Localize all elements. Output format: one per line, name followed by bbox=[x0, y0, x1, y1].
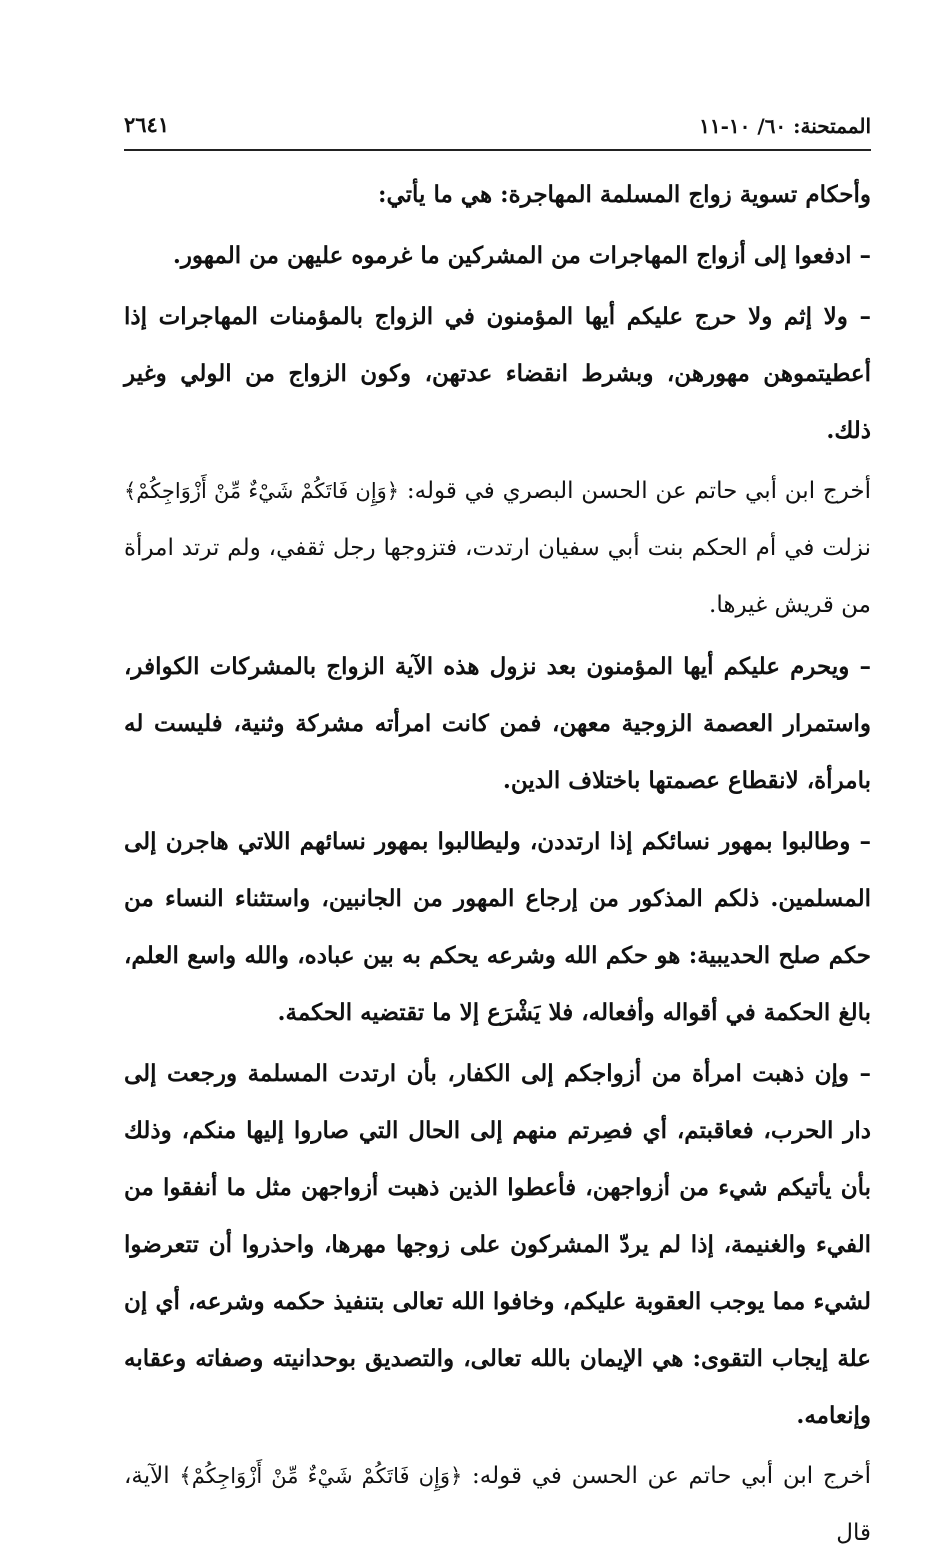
header-rule bbox=[124, 149, 871, 151]
body-text bbox=[124, 166, 871, 1566]
paragraph-text: نزلت في أم الحكم بنت أبي سفيان ارتدت، فتزوجها رجل ثقفي، ولم ترتد امرأة من قريش غيرها. bbox=[124, 535, 871, 618]
paragraph-text: – ويحرم عليكم أيها المؤمنون بعد نزول هذه الآية الزواج بالمشركات الكوافر، واستمرار العصمة الزوجية معهن، فمن كانت امرأته مشركة وثنية، فليست له بامرأة، لانقطاع عصمتها باختلاف الدين. bbox=[124, 653, 871, 794]
paragraph-text: أخرج ابن أبي حاتم عن الحسن البصري في قوله: bbox=[399, 478, 872, 504]
paragraph-ruling-2 bbox=[124, 288, 871, 459]
paragraph-text: أخرج ابن أبي حاتم عن الحسن في قوله: bbox=[462, 1463, 871, 1489]
paragraph-ruling-5 bbox=[124, 1045, 871, 1444]
paragraph-text: – وطالبوا بمهور نسائكم إذا ارتددن، وليطالبوا بمهور نسائهم اللاتي هاجرن إلى المسلمين. ذلكم المذكور من إرجاع المهور من الجانبين، واستثناء النساء من حكم صلح الحديبية: هو حكم الله وشرعه يحكم به بين عباده، والله واسع العلم، بالغ الحكمة في أقواله وأفعاله، فلا يَشْرَع إلا ما تقتضيه الحكمة. bbox=[124, 828, 871, 1026]
paragraph-text: الآية، قال bbox=[124, 1463, 871, 1546]
paragraph-text: – وإن ذهبت امرأة من أزواجكم إلى الكفار، بأن ارتدت المسلمة ورجعت إلى دار الحرب، فعاقبتم، أي فصِرتم منهم إلى الحال التي صاروا إليها منكم، وذلك بأن يأتيكم شيء من أزواجهن، فأعطوا الذين ذهبت أزواجهن مثل ما أنفقوا من الفيء والغنيمة، إذا لم يردّ المشركون على زوجها مهرها، واحذروا أن تتعرضوا لشيء مما يوجب العقوبة عليكم، وخافوا الله تعالى بتنفيذ حكمه وشرعه، أي إن علة إيجاب التقوى: هي الإيمان بالله تعالى، والتصديق بوحدانيته وصفاته وعقابه وإنعامه. bbox=[124, 1060, 871, 1429]
paragraph-ruling-3 bbox=[124, 638, 871, 809]
page-header bbox=[124, 106, 871, 146]
quran-quote: ﴿وَإِن فَاتَكُمْ شَيْءٌ مِّنْ أَزْوَاجِكُمْ﴾ bbox=[179, 1464, 463, 1488]
paragraph-ruling-4 bbox=[124, 813, 871, 1041]
paragraph-text: – ولا إثم ولا حرج عليكم أيها المؤمنون في الزواج بالمؤمنات المهاجرات إذا أعطيتموهن مهورهن، وبشرط انقضاء عدتهن، وكون الزواج من الولي وغير ذلك. bbox=[124, 303, 871, 444]
page-number: ٢٦٤١ bbox=[124, 112, 170, 137]
paragraph-narration-1 bbox=[124, 463, 871, 634]
paragraph-text: وأحكام تسوية زواج المسلمة المهاجرة: هي ما يأتي: bbox=[377, 181, 871, 208]
paragraph-narration-2 bbox=[124, 1448, 871, 1562]
running-head: الممتحنة: ٦٠/ ١٠-١١ bbox=[699, 114, 871, 138]
paragraph-intro bbox=[124, 166, 871, 223]
paragraph-ruling-1 bbox=[124, 227, 871, 284]
paragraph-text: – ادفعوا إلى أزواج المهاجرات من المشركين ما غرموه عليهن من المهور. bbox=[172, 242, 871, 269]
quran-quote: ﴿وَإِن فَاتَكُمْ شَيْءٌ مِّنْ أَزْوَاجِكُمْ﴾ bbox=[124, 479, 400, 503]
